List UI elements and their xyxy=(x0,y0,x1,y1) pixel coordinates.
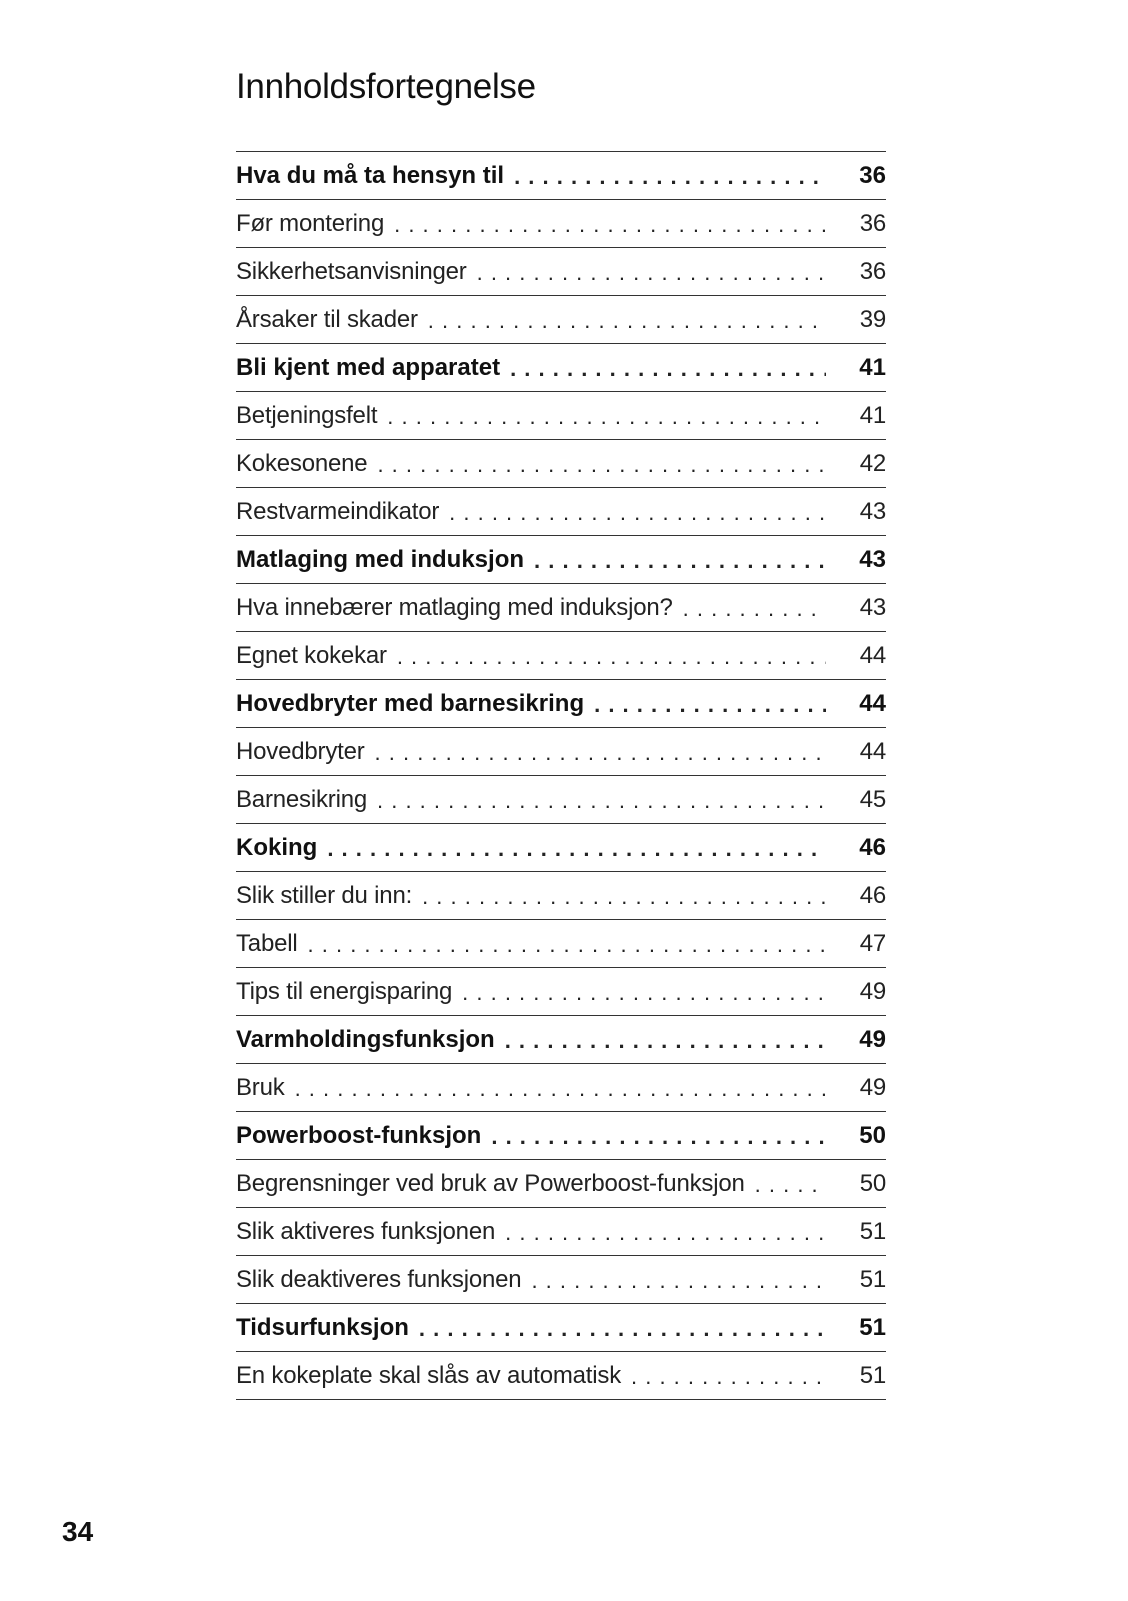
dot-leader xyxy=(755,1172,826,1196)
toc-entry-page-number: 49 xyxy=(859,1025,886,1053)
toc-subsection-entry[interactable] xyxy=(236,776,886,824)
toc-entry-page-number: 44 xyxy=(859,737,886,765)
toc-entry-label: Tips til energisparing xyxy=(236,977,453,1005)
toc-subsection-entry[interactable] xyxy=(236,920,886,968)
toc-entry-label: Barnesikring xyxy=(236,785,367,813)
toc-entry-page-number: 44 xyxy=(859,641,886,669)
toc-entry-label: Slik deaktiveres funksjonen xyxy=(236,1265,522,1293)
dot-leader xyxy=(491,1124,826,1148)
toc-section-entry[interactable] xyxy=(236,680,886,728)
toc-entry-page-number: 42 xyxy=(859,449,886,477)
dot-leader xyxy=(534,548,826,572)
toc-entry-label: Hovedbryter med barnesikring xyxy=(236,689,585,717)
dot-leader xyxy=(514,164,826,188)
toc-entry-page-number: 41 xyxy=(859,401,886,429)
toc-entry-page-number: 49 xyxy=(859,1073,886,1101)
toc-subsection-entry[interactable] xyxy=(236,872,886,920)
dot-leader xyxy=(394,212,826,236)
toc-entry-label: Varmholdingsfunksjon xyxy=(236,1025,495,1053)
dot-leader xyxy=(327,836,826,860)
toc-subsection-entry[interactable] xyxy=(236,1160,886,1208)
toc-entry-page-number: 45 xyxy=(859,785,886,813)
toc-entry-label: Bruk xyxy=(236,1073,285,1101)
toc-subsection-entry[interactable] xyxy=(236,968,886,1016)
toc-entry-label: Tidsurfunksjon xyxy=(236,1313,409,1341)
dot-leader xyxy=(594,692,826,716)
dot-leader xyxy=(419,1316,826,1340)
toc-section-entry[interactable] xyxy=(236,1016,886,1064)
toc-subsection-entry[interactable] xyxy=(236,296,886,344)
toc-subsection-entry[interactable] xyxy=(236,1256,886,1304)
toc-section-entry[interactable] xyxy=(236,1304,886,1352)
toc-entry-page-number: 51 xyxy=(859,1361,886,1389)
toc-entry-label: Egnet kokekar xyxy=(236,641,387,669)
toc-section-entry[interactable] xyxy=(236,152,886,200)
toc-subsection-entry[interactable] xyxy=(236,440,886,488)
toc-subsection-entry[interactable] xyxy=(236,584,886,632)
page-title: Innholdsfortegnelse xyxy=(236,67,536,106)
toc-entry-page-number: 44 xyxy=(859,689,886,717)
dot-leader xyxy=(387,404,826,428)
toc-entry-page-number: 50 xyxy=(859,1121,886,1149)
toc-section-entry[interactable] xyxy=(236,824,886,872)
toc-subsection-entry[interactable] xyxy=(236,488,886,536)
page-number: 34 xyxy=(62,1516,94,1547)
toc-entry-label: Hva du må ta hensyn til xyxy=(236,161,505,189)
dot-leader xyxy=(377,452,826,476)
dot-leader xyxy=(505,1220,826,1244)
toc-entry-page-number: 51 xyxy=(859,1217,886,1245)
dot-leader xyxy=(397,644,826,668)
toc-entry-page-number: 47 xyxy=(859,929,886,957)
dot-leader xyxy=(449,500,826,524)
toc-subsection-entry[interactable] xyxy=(236,1352,886,1400)
toc-subsection-entry[interactable] xyxy=(236,728,886,776)
toc-entry-label: Før montering xyxy=(236,209,385,237)
dot-leader xyxy=(505,1028,826,1052)
toc-entry-page-number: 43 xyxy=(859,545,886,573)
toc-entry-page-number: 36 xyxy=(859,209,886,237)
toc-entry-page-number: 36 xyxy=(859,257,886,285)
toc-subsection-entry[interactable] xyxy=(236,632,886,680)
toc-entry-page-number: 51 xyxy=(859,1265,886,1293)
toc-entry-label: Årsaker til skader xyxy=(236,305,418,333)
toc-entry-label: Bli kjent med apparatet xyxy=(236,353,501,381)
toc-entry-page-number: 50 xyxy=(859,1169,886,1197)
toc-entry-page-number: 49 xyxy=(859,977,886,1005)
toc-entry-page-number: 43 xyxy=(859,593,886,621)
toc-subsection-entry[interactable] xyxy=(236,1208,886,1256)
toc-subsection-entry[interactable] xyxy=(236,392,886,440)
dot-leader xyxy=(477,260,826,284)
toc-entry-label: Matlaging med induksjon xyxy=(236,545,525,573)
toc-entry-page-number: 36 xyxy=(859,161,886,189)
toc-entry-label: Hovedbryter xyxy=(236,737,365,765)
dot-leader xyxy=(631,1364,826,1388)
toc-subsection-entry[interactable] xyxy=(236,1064,886,1112)
toc-subsection-entry[interactable] xyxy=(236,200,886,248)
toc-entry-label: Tabell xyxy=(236,929,298,957)
toc-entry-label: Restvarmeindikator xyxy=(236,497,440,525)
toc-entry-label: Koking xyxy=(236,833,318,861)
toc-entry-page-number: 51 xyxy=(859,1313,886,1341)
toc-entry-label: Hva innebærer matlaging med induksjon? xyxy=(236,593,673,621)
dot-leader xyxy=(422,884,826,908)
dot-leader xyxy=(531,1268,826,1292)
toc-section-entry[interactable] xyxy=(236,536,886,584)
toc-entry-label: En kokeplate skal slås av automatisk xyxy=(236,1361,621,1389)
toc-entry-label: Slik stiller du inn: xyxy=(236,881,413,909)
toc-subsection-entry[interactable] xyxy=(236,248,886,296)
table-of-contents xyxy=(236,151,886,1400)
toc-entry-label: Kokesonene xyxy=(236,449,368,477)
toc-entry-label: Begrensninger ved bruk av Powerboost-funksjon xyxy=(236,1169,745,1197)
toc-entry-label: Slik aktiveres funksjonen xyxy=(236,1217,496,1245)
toc-entry-page-number: 46 xyxy=(859,833,886,861)
toc-entry-page-number: 39 xyxy=(859,305,886,333)
dot-leader xyxy=(295,1076,826,1100)
dot-leader xyxy=(683,596,826,620)
dot-leader xyxy=(462,980,826,1004)
dot-leader xyxy=(377,788,826,812)
dot-leader xyxy=(428,308,826,332)
dot-leader xyxy=(308,932,826,956)
toc-section-entry[interactable] xyxy=(236,1112,886,1160)
toc-entry-label: Betjeningsfelt xyxy=(236,401,378,429)
toc-entry-label: Powerboost-funksjon xyxy=(236,1121,482,1149)
toc-entry-label: Sikkerhetsanvisninger xyxy=(236,257,467,285)
dot-leader xyxy=(510,356,826,380)
toc-entry-page-number: 46 xyxy=(859,881,886,909)
dot-leader xyxy=(375,740,826,764)
toc-entry-page-number: 41 xyxy=(859,353,886,381)
toc-section-entry[interactable] xyxy=(236,344,886,392)
toc-entry-page-number: 43 xyxy=(859,497,886,525)
